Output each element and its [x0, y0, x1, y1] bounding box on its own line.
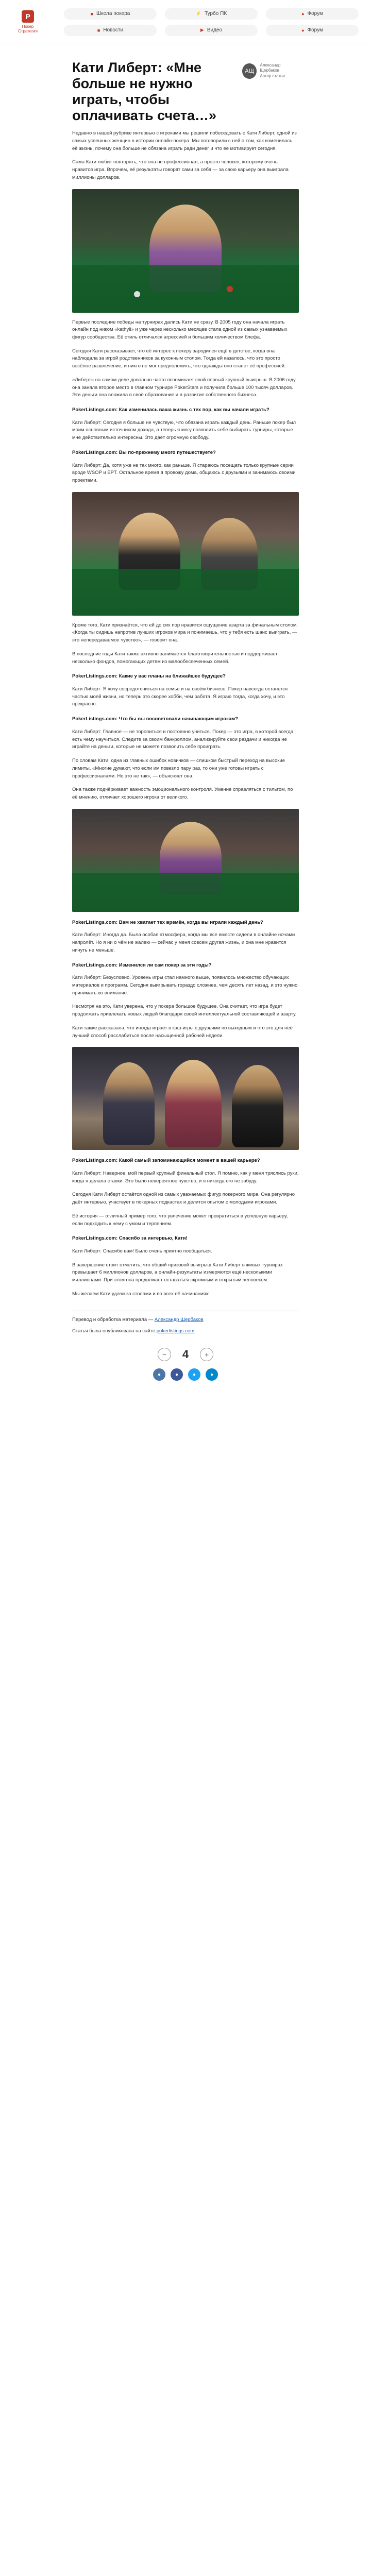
nav-item-label: Форум	[307, 11, 323, 16]
nav-item-forum-2[interactable]	[266, 25, 359, 36]
body-paragraph: Несмотря на это, Кати уверена, что у покера большое будущее. Она считает, что игра будет продолжать привлекать новых людей благодаря своей интеллектуальной составляющей и азарту.	[72, 1004, 297, 1018]
answer: Кати Либерт: Спасибо вам! Было очень приятно пообщаться.	[72, 1248, 212, 1255]
source-credit	[72, 1328, 299, 1335]
chip	[227, 286, 233, 292]
translation-credit	[72, 1316, 299, 1324]
translator-link[interactable]: Александр Щербаков	[154, 1316, 204, 1323]
news-icon: ■	[97, 27, 100, 33]
body-paragraph: По словам Кати, одна из главных ошибок новичков — слишком быстрый переход на высокие лимиты. «Многие думают, что если им повезло пару раз, то они уже готовы играть с профессионалами. Но это не так», — объясняет она.	[72, 758, 285, 779]
nav-item-label: Видео	[207, 27, 223, 33]
source-label: Статья была опубликована на сайте	[72, 1328, 157, 1334]
intro-paragraph: Недавно в нашей рубрике интервью с игроками мы решили побеседовать с Кати Либерт, одной из самых успешных женщин в истории онлайн-покера. Мы поговорили с ней о том, как изменилась её жизнь, почему она больше не обязана играть ради денег и что её мотивирует сегодня.	[72, 130, 297, 151]
answer: Кати Либерт: Я хочу сосредоточиться на семье и на своём бизнесе. Покер навсегда останется частью моей жизни, но теперь это скорее хобби, чем работа. Я играю тогда, когда хочу, и это прекрасно.	[72, 686, 288, 707]
body-paragraph: Она также подчёркивает важность эмоционального контроля. Умение справляться с тильтом, по её мнению, отличает хорошего игрока от великого.	[72, 787, 293, 800]
body-paragraph: Кати также рассказала, что иногда играет в кэш-игры с друзьями по выходным и что это для неё лучший способ расслабиться после насыщенной рабочей недели.	[72, 1025, 293, 1039]
site-header	[0, 0, 371, 44]
logo-text: Покер Стратегия	[18, 24, 38, 33]
telegram-share-icon[interactable]: ●	[206, 1368, 218, 1381]
intro-paragraph: Сама Кати любит повторять, что она не профессионал, а просто человек, которому очень нравится игра. Впрочем, её результаты говорят сами за себя — за свою карьеру она выиграла миллионы долларов.	[72, 159, 289, 180]
body-paragraph: В последние годы Кати также активно занимается благотворительностью и поддерживает несколько фондов, помогающих детям из малообеспеченных семей.	[72, 651, 278, 665]
nav-item-forum[interactable]	[266, 8, 359, 20]
reactions	[72, 1348, 299, 1361]
article-header	[72, 60, 299, 124]
question: PokerListings.com: Что бы вы посоветовали начинающим игрокам?	[72, 716, 238, 722]
main-nav	[64, 8, 359, 36]
author-box[interactable]	[242, 60, 299, 79]
article-photo-1	[72, 189, 299, 313]
body-paragraph: Сегодня Кати Либерт остаётся одной из самых уважаемых фигур покерного мира. Она регулярно даёт интервью, участвует в покерных подкастах и делится опытом с молодыми игроками.	[72, 1192, 295, 1206]
nav-item-school[interactable]	[64, 8, 157, 20]
article-title: Кати Либерт: «Мне больше не нужно играть, чтобы оплачивать счета…»	[72, 60, 217, 124]
play-icon: ▶	[200, 27, 204, 32]
nav-item-label: Новости	[103, 27, 124, 33]
share-bar	[72, 1368, 299, 1396]
body-paragraph: Сегодня Кати рассказывает, что её интерес к покеру зародился ещё в детстве, когда она наблюдала за игрой родственников за кухонным столом. Тогда ей казалось, что это просто весёлое развлечение, и никто не мог предположить, что однажды оно станет её профессией.	[72, 348, 286, 369]
body-paragraph: Мы желаем Кати удачи за столами и во всех её начинаниях!	[72, 1291, 210, 1297]
question: PokerListings.com: Вам не хватает тех времён, когда вы играли каждый день?	[72, 919, 263, 925]
poker-table	[72, 265, 299, 312]
bolt-icon: ⚡	[195, 11, 202, 16]
translation-label: Перевод и обработка материала —	[72, 1316, 155, 1323]
article-photo-4	[72, 1047, 299, 1150]
thumbs-up-icon: +	[200, 1348, 213, 1361]
book-icon: ■	[90, 11, 94, 16]
dislike-button[interactable]	[158, 1348, 171, 1361]
article	[72, 44, 299, 1396]
author-name: Александр Щербаков Автор статьи	[260, 63, 285, 78]
thumbs-down-icon: −	[158, 1348, 171, 1361]
question: PokerListings.com: Какой самый запоминающийся момент в вашей карьере?	[72, 1158, 260, 1164]
player-figure	[103, 1062, 155, 1145]
answer: Кати Либерт: Безусловно. Уровень игры стал намного выше, появилось множество обучающих материалов и программ. Сегодня выигрывать гораздо сложнее, чем десять лет назад, и это нужно принимать во внимание.	[72, 975, 298, 996]
nav-item-news[interactable]	[64, 25, 157, 36]
article-photo-2	[72, 492, 299, 616]
answer: Кати Либерт: Да, хотя уже не так много, как раньше. Я стараюсь посещать только крупные серии вроде WSOP и EPT. Остальное время я провожу дома, общаюсь с друзьями и занимаюсь своими проектами.	[72, 462, 296, 483]
player-figure	[165, 1060, 222, 1147]
vk-share-icon[interactable]: ●	[153, 1368, 165, 1381]
question: PokerListings.com: Вы по-прежнему много путешествуете?	[72, 449, 216, 455]
question: PokerListings.com: Изменился ли сам покер за эти годы?	[72, 962, 212, 968]
body-paragraph: Её история — отличный пример того, что увлечение может превратиться в успешную карьеру, если подходить к нему с умом и терпением.	[72, 1213, 288, 1227]
poker-table	[72, 569, 299, 616]
nav-item-turbo[interactable]	[165, 8, 258, 20]
player-figure	[232, 1065, 283, 1147]
like-count: 4	[182, 1348, 189, 1361]
question: PokerListings.com: Какие у вас планы на ближайшее будущее?	[72, 673, 226, 680]
nav-item-label: Форум	[307, 27, 323, 33]
chat-icon: ●	[301, 27, 305, 33]
chat-icon: ●	[301, 11, 305, 16]
avatar: АЩ	[242, 63, 257, 79]
body-paragraph: «Либерт» на самом деле довольно часто вспоминает свой первый крупный выигрыш. В 2006 году она заняла второе место в главном турнире PokerStars и получила больше 100 тысяч долларов. Эти деньги она вложила в своё образование и в развитие собственного бизнеса.	[72, 377, 296, 398]
source-link[interactable]: pokerlistings.com	[156, 1328, 195, 1334]
question: PokerListings.com: Как изменилась ваша жизнь с тех пор, как вы начали играть?	[72, 406, 269, 413]
answer: Кати Либерт: Главное — не торопиться и постоянно учиться. Покер — это игра, в которой всегда есть чему научиться. Следите за своим банкроллом, анализируйте свои раздачи и никогда не играйте на деньги, которые не можете позволить себе проиграть.	[72, 728, 294, 750]
poker-table	[72, 873, 299, 912]
like-counter	[182, 1348, 189, 1361]
twitter-share-icon[interactable]: ●	[188, 1368, 200, 1381]
answer: Кати Либерт: Иногда да. Была особая атмосфера, когда мы все вместе сидели в онлайне ночами напролёт. Но я ни о чём не жалею — сейчас у меня совсем другая жизнь, и она мне нравится ничуть не меньше.	[72, 932, 295, 953]
nav-item-label: Школа покера	[96, 11, 130, 16]
body-paragraph: Кроме того, Кати признаётся, что ей до сих пор нравится ощущение азарта за финальным столом. «Когда ты сидишь напротив лучших игроков мира и понимаешь, что у тебя есть шанс выиграть, — это непередаваемое чувство», — говорит она.	[72, 622, 298, 643]
chip	[134, 291, 140, 297]
question: PokerListings.com: Спасибо за интервью, Кати!	[72, 1235, 188, 1242]
nav-item-label: Турбо ПК	[205, 11, 227, 16]
article-photo-3	[72, 809, 299, 912]
answer: Кати Либерт: Наверное, мой первый крупный финальный стол. Я помню, как у меня тряслись руки, когда я делала ставки. Это было невероятное чувство, и я никогда его не забуду.	[72, 1171, 299, 1184]
body-paragraph: В завершение стоит отметить, что общий призовой выигрыш Кати Либерт в живых турнирах превышает 6 миллионов долларов, а онлайн-результаты измеряются ещё несколькими миллионами. При этом она продолжает оставаться скромным и открытым человеком.	[72, 1262, 283, 1283]
logo-mark: P	[22, 10, 34, 23]
facebook-share-icon[interactable]: ●	[171, 1368, 183, 1381]
answer: Кати Либерт: Сегодня я больше не чувствую, что обязана играть каждый день. Раньше покер был моим основным источником дохода, а теперь я могу позволить себе выбирать турниры, которые мне действительно интересны. Это даёт огромную свободу.	[72, 419, 296, 441]
like-button[interactable]	[200, 1348, 213, 1361]
body-paragraph: Первые последние победы на турнирах дались Кати не сразу. В 2005 году она начала играть онлайн под ником «kathyli» и уже через несколько месяцев стала одной из самых узнаваемых фигур сообщества. Её стиль отличался агрессией и большим количеством блефа.	[72, 319, 288, 340]
site-logo[interactable]	[12, 10, 43, 34]
nav-item-video[interactable]	[165, 25, 258, 36]
